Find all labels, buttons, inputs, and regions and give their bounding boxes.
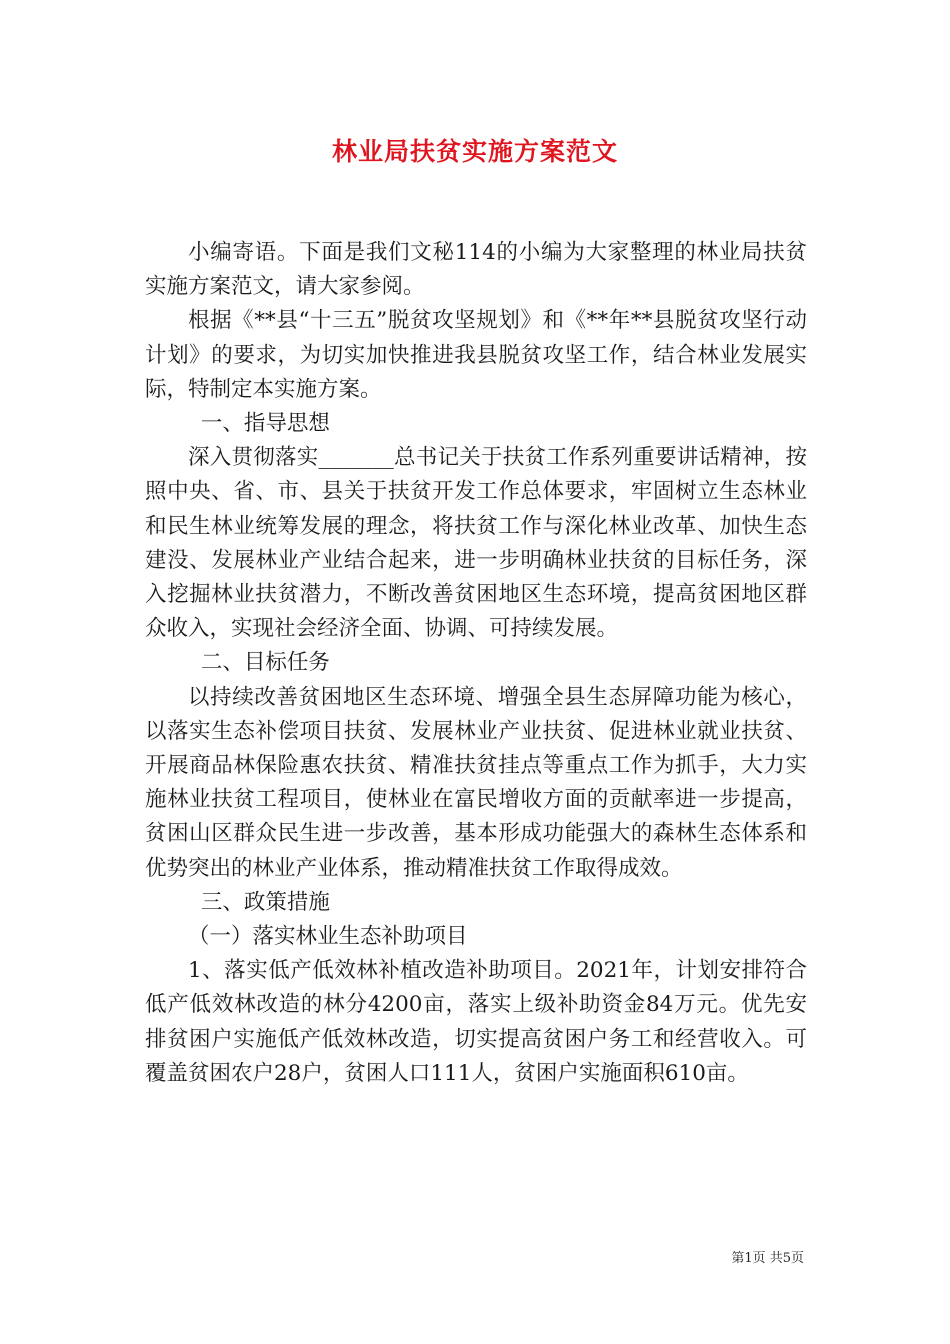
section-heading-guiding-ideology: 一、指导思想 [200,411,330,437]
section-heading-goals: 二、目标任务 [200,650,330,676]
document-title: 林业局扶贫实施方案范文 [331,137,618,166]
page-number: 第1页 共5页 [731,1251,804,1266]
document-body [145,236,807,1091]
subsection-heading-eco-subsidy: （一）落实林业生态补助项目 [188,924,468,950]
intro-paragraph: 小编寄语。下面是我们文秘114的小编为大家整理的林业局扶贫实施方案范文，请大家参阅。 [145,240,807,300]
goals-paragraph: 以持续改善贫困地区生态环境、增强全县生态屏障功能为核心，以落实生态补偿项目扶贫、发展林业产业扶贫、促进林业就业扶贫、开展商品林保险惠农扶贫、精准扶贫挂点等重点工作为抓手，大力实施林业扶贫工程项目，使林业在富民增收方面的贡献率进一步提高，贫困山区群众民生进一步改善，基本形成功能强大的森林生态体系和优势突出的林业产业体系，推动精准扶贫工作取得成效。 [145,684,807,881]
section-heading-policy-measures: 三、政策措施 [200,889,330,915]
basis-paragraph: 根据《**县“十三五”脱贫攻坚规划》和《**年**县脱贫攻坚行动计划》的要求，为切实加快推进我县脱贫攻坚工作，结合林业发展实际，特制定本实施方案。 [145,308,807,402]
guiding-ideology-paragraph: 深入贯彻落实_______总书记关于扶贫工作系列重要讲话精神，按照中央、省、市、县关于扶贫开发工作总体要求，牢固树立生态林业和民生林业统筹发展的理念，将扶贫工作与深化林业改革、加快生态建没、发展林业产业结合起来，进一步明确林业扶贫的目标任务，深入挖掘林业扶贫潜力，不断改善贫困地区生态环境，提高贫困地区群众收入，实现社会经济全面、协调、可持续发展。 [145,445,807,642]
low-yield-forest-paragraph: 1、落实低产低效林补植改造补助项目。2021年，计划安排符合低产低效林改造的林分4200亩，落实上级补助资金84万元。优先安排贫困户实施低产低效林改造，切实提高贫困户务工和经营收入。可覆盖贫困农户28户，贫困人口111人，贫困户实施面积610亩。 [145,958,807,1086]
